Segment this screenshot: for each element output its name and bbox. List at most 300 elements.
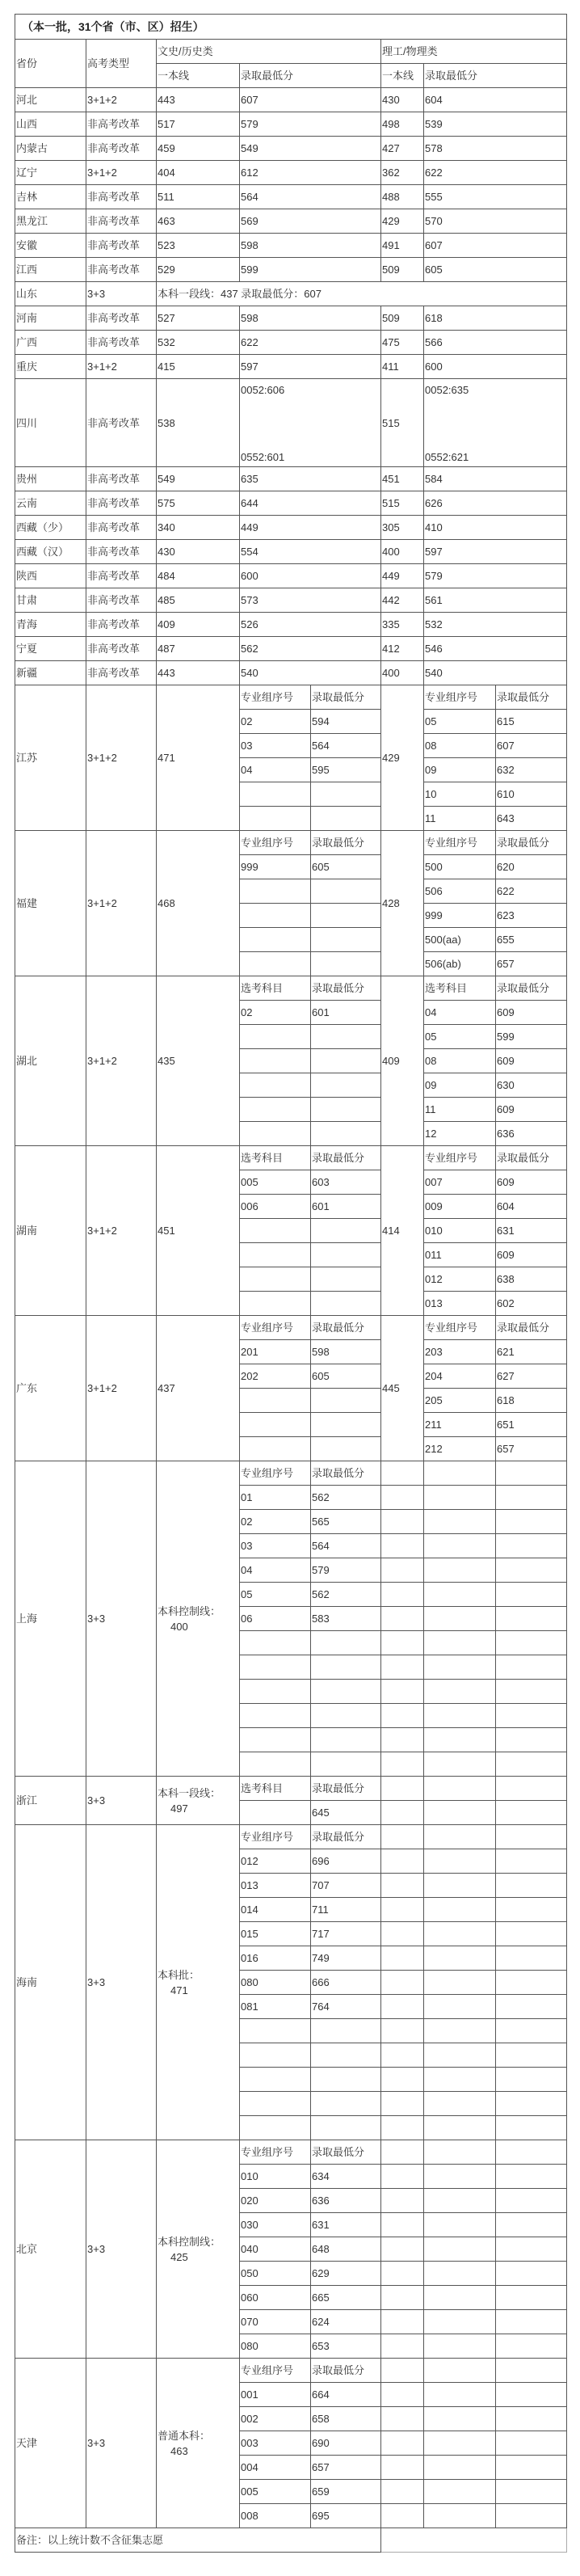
empty-cell bbox=[381, 1971, 424, 1995]
science-min-cell: 584 bbox=[424, 467, 567, 491]
arts-group-code: 001 bbox=[240, 2383, 311, 2407]
province-cell: 宁夏 bbox=[15, 637, 86, 661]
exam-type-cell: 3+3 bbox=[86, 1825, 157, 2140]
arts-min-cell: 599 bbox=[240, 258, 381, 282]
empty-cell bbox=[496, 2043, 567, 2068]
arts-group-code: 060 bbox=[240, 2286, 311, 2310]
arts-min-cell: 564 bbox=[240, 185, 381, 209]
empty-cell bbox=[424, 2310, 496, 2334]
science-line-cell: 411 bbox=[381, 355, 424, 379]
empty-cell bbox=[496, 2383, 567, 2407]
arts-group-code bbox=[240, 1680, 311, 1704]
empty-cell bbox=[381, 2043, 424, 2068]
arts-group-min: 564 bbox=[311, 734, 381, 758]
arts-subheader-group: 选考科目 bbox=[240, 1777, 311, 1801]
empty-cell bbox=[424, 1995, 496, 2019]
arts-group-code: 040 bbox=[240, 2237, 311, 2262]
arts-group-code bbox=[240, 2019, 311, 2043]
arts-line-cell: 463 bbox=[157, 209, 240, 234]
empty-cell bbox=[381, 2480, 424, 2504]
arts-min-cell: 607 bbox=[240, 88, 381, 112]
arts-group-min: 564 bbox=[311, 1534, 381, 1558]
table-row bbox=[15, 258, 567, 282]
arts-group-min bbox=[311, 1728, 381, 1752]
empty-cell bbox=[424, 1558, 496, 1583]
empty-cell bbox=[381, 1898, 424, 1922]
province-cell: 河北 bbox=[15, 88, 86, 112]
science-line-cell: 400 bbox=[381, 540, 424, 564]
arts-group-min: 583 bbox=[311, 1607, 381, 1631]
arts-group-min: 749 bbox=[311, 1946, 381, 1971]
arts-min-cell: 598 bbox=[240, 306, 381, 331]
empty-cell bbox=[381, 1849, 424, 1874]
footer-row bbox=[15, 2528, 567, 2553]
arts-group-min bbox=[311, 1437, 381, 1461]
arts-group-min: 601 bbox=[311, 1195, 381, 1219]
arts-min-cell: 644 bbox=[240, 491, 381, 516]
exam-type-cell: 非高考改革 bbox=[86, 467, 157, 491]
exam-type-cell: 非高考改革 bbox=[86, 331, 157, 355]
control-line-cell bbox=[157, 2140, 240, 2359]
empty-cell bbox=[424, 2116, 496, 2140]
empty-cell bbox=[424, 2140, 496, 2165]
arts-group-code bbox=[240, 2068, 311, 2092]
science-group-code: 10 bbox=[424, 782, 496, 807]
table-row bbox=[15, 831, 567, 855]
empty-cell bbox=[381, 1583, 424, 1607]
table-row bbox=[15, 112, 567, 137]
arts-group-code: 080 bbox=[240, 2334, 311, 2359]
science-line-cell: 442 bbox=[381, 588, 424, 613]
arts-group-min: 658 bbox=[311, 2407, 381, 2431]
arts-group-code bbox=[240, 2116, 311, 2140]
arts-group-min bbox=[311, 1680, 381, 1704]
arts-subheader-min: 录取最低分 bbox=[311, 1825, 381, 1849]
arts-subheader-min: 录取最低分 bbox=[311, 2140, 381, 2165]
arts-subheader-group: 选考科目 bbox=[240, 1146, 311, 1170]
empty-cell bbox=[424, 1752, 496, 1777]
arts-subheader-group: 专业组序号 bbox=[240, 2359, 311, 2383]
science-line-cell: 451 bbox=[381, 467, 424, 491]
empty-cell bbox=[381, 2359, 424, 2383]
province-cell: 重庆 bbox=[15, 355, 86, 379]
table-row bbox=[15, 467, 567, 491]
arts-line-cell: 523 bbox=[157, 234, 240, 258]
province-cell: 海南 bbox=[15, 1825, 86, 2140]
science-group-min: 657 bbox=[496, 952, 567, 976]
science-min-cell: 618 bbox=[424, 306, 567, 331]
arts-group-code: 202 bbox=[240, 1364, 311, 1389]
arts-group-min: 634 bbox=[311, 2165, 381, 2189]
arts-group-min bbox=[311, 1098, 381, 1122]
arts-min-cell: 562 bbox=[240, 637, 381, 661]
empty-cell bbox=[496, 1971, 567, 1995]
science-group-code: 12 bbox=[424, 1122, 496, 1146]
arts-group-code: 04 bbox=[240, 1558, 311, 1583]
arts-min-cell: 598 bbox=[240, 234, 381, 258]
science-group-min: 618 bbox=[496, 1389, 567, 1413]
science-group-min: 607 bbox=[496, 734, 567, 758]
arts-group-code: 015 bbox=[240, 1922, 311, 1946]
table-row bbox=[15, 564, 567, 588]
empty-cell bbox=[424, 1777, 496, 1801]
exam-type-cell: 3+3 bbox=[86, 282, 157, 306]
arts-group-min: 636 bbox=[311, 2189, 381, 2213]
science-min-cell: 600 bbox=[424, 355, 567, 379]
arts-subheader-min: 录取最低分 bbox=[311, 685, 381, 710]
arts-group-code: 010 bbox=[240, 2165, 311, 2189]
empty-cell bbox=[424, 2383, 496, 2407]
arts-group-code: 002 bbox=[240, 2407, 311, 2431]
arts-group-code bbox=[240, 807, 311, 831]
arts-group-code: 016 bbox=[240, 1946, 311, 1971]
table-row bbox=[15, 185, 567, 209]
science-group-code: 205 bbox=[424, 1389, 496, 1413]
exam-type-cell: 3+1+2 bbox=[86, 88, 157, 112]
science-group-code: 506 bbox=[424, 879, 496, 904]
science-subheader-min: 录取最低分 bbox=[496, 1316, 567, 1340]
arts-group-min: 579 bbox=[311, 1558, 381, 1583]
table-row bbox=[15, 661, 567, 685]
arts-group-min: 696 bbox=[311, 1849, 381, 1874]
science-line-cell: 498 bbox=[381, 112, 424, 137]
empty-cell bbox=[496, 2262, 567, 2286]
empty-cell bbox=[424, 1874, 496, 1898]
arts-group-code: 050 bbox=[240, 2262, 311, 2286]
empty-cell bbox=[424, 1946, 496, 1971]
empty-cell bbox=[381, 1922, 424, 1946]
table-row bbox=[15, 2359, 567, 2383]
empty-cell bbox=[381, 2237, 424, 2262]
empty-cell bbox=[381, 1728, 424, 1752]
table-row bbox=[15, 613, 567, 637]
admission-score-table bbox=[15, 14, 567, 2553]
science-group-min: 609 bbox=[496, 1098, 567, 1122]
science-subheader-min: 录取最低分 bbox=[496, 1146, 567, 1170]
province-cell: 江苏 bbox=[15, 685, 86, 831]
arts-group-min bbox=[311, 2019, 381, 2043]
arts-group-code bbox=[240, 1801, 311, 1825]
empty-cell bbox=[381, 1995, 424, 2019]
exam-type-cell: 3+1+2 bbox=[86, 685, 157, 831]
empty-cell bbox=[496, 2068, 567, 2092]
arts-group-min bbox=[311, 952, 381, 976]
empty-cell bbox=[496, 2286, 567, 2310]
science-group-min: 657 bbox=[496, 1437, 567, 1461]
science-min-cell: 597 bbox=[424, 540, 567, 564]
table-row bbox=[15, 516, 567, 540]
science-line-cell: 428 bbox=[381, 831, 424, 976]
science-min-cell: 622 bbox=[424, 161, 567, 185]
table-row bbox=[15, 355, 567, 379]
arts-subheader-group: 专业组序号 bbox=[240, 685, 311, 710]
arts-min-cell: 635 bbox=[240, 467, 381, 491]
arts-group-code: 02 bbox=[240, 1510, 311, 1534]
empty-cell bbox=[381, 2334, 424, 2359]
empty-cell bbox=[496, 2359, 567, 2383]
science-group-code: 012 bbox=[424, 1267, 496, 1292]
arts-group-min bbox=[311, 1219, 381, 1243]
arts-group-code: 070 bbox=[240, 2310, 311, 2334]
science-line-cell: 400 bbox=[381, 661, 424, 685]
science-group-code: 009 bbox=[424, 1195, 496, 1219]
arts-min-cell: 569 bbox=[240, 209, 381, 234]
science-group-code: 09 bbox=[424, 1073, 496, 1098]
science-group-code: 500(aa) bbox=[424, 928, 496, 952]
science-min-cell: 410 bbox=[424, 516, 567, 540]
arts-group-min: 707 bbox=[311, 1874, 381, 1898]
science-line-cell: 429 bbox=[381, 209, 424, 234]
science-group-min: 623 bbox=[496, 904, 567, 928]
empty-cell bbox=[496, 1898, 567, 1922]
arts-group-min bbox=[311, 1631, 381, 1655]
arts-group-min: 624 bbox=[311, 2310, 381, 2334]
arts-group-min: 601 bbox=[311, 1001, 381, 1025]
science-subheader-group: 选考科目 bbox=[424, 976, 496, 1001]
arts-group-min: 605 bbox=[311, 855, 381, 879]
arts-group-min: 659 bbox=[311, 2480, 381, 2504]
arts-group-code: 030 bbox=[240, 2213, 311, 2237]
empty-cell bbox=[496, 2116, 567, 2140]
science-group-code: 09 bbox=[424, 758, 496, 782]
arts-group-code: 013 bbox=[240, 1874, 311, 1898]
arts-line-cell: 409 bbox=[157, 613, 240, 637]
control-line-label: 普通本科： bbox=[158, 2429, 211, 2442]
arts-min-cell: 600 bbox=[240, 564, 381, 588]
exam-type-cell: 非高考改革 bbox=[86, 540, 157, 564]
arts-line-cell: 549 bbox=[157, 467, 240, 491]
header-science-line: 一本线 bbox=[381, 64, 424, 88]
arts-group-code: 008 bbox=[240, 2504, 311, 2528]
empty-cell bbox=[496, 1801, 567, 1825]
arts-subheader-min: 录取最低分 bbox=[311, 1777, 381, 1801]
table-row bbox=[15, 161, 567, 185]
science-min-cell: 566 bbox=[424, 331, 567, 355]
empty-cell bbox=[381, 2213, 424, 2237]
header-arts-min: 录取最低分 bbox=[240, 64, 381, 88]
science-subheader-group: 专业组序号 bbox=[424, 831, 496, 855]
control-line-cell bbox=[157, 1777, 240, 1825]
arts-group-code bbox=[240, 2043, 311, 2068]
empty-cell bbox=[424, 2456, 496, 2480]
empty-cell bbox=[381, 1631, 424, 1655]
empty-cell bbox=[381, 2431, 424, 2456]
province-cell: 山西 bbox=[15, 112, 86, 137]
empty-cell bbox=[381, 2310, 424, 2334]
science-group-min: 609 bbox=[496, 1049, 567, 1073]
arts-group-min: 595 bbox=[311, 758, 381, 782]
empty-cell bbox=[496, 1874, 567, 1898]
arts-line-cell: 459 bbox=[157, 137, 240, 161]
science-min-cell: 626 bbox=[424, 491, 567, 516]
science-min-cell: 605 bbox=[424, 258, 567, 282]
science-min-cell: 607 bbox=[424, 234, 567, 258]
exam-type-cell: 非高考改革 bbox=[86, 564, 157, 588]
arts-line-cell: 485 bbox=[157, 588, 240, 613]
table-row bbox=[15, 379, 567, 467]
empty-cell bbox=[381, 2092, 424, 2116]
province-cell: 云南 bbox=[15, 491, 86, 516]
empty-cell bbox=[424, 1922, 496, 1946]
science-group-min: 638 bbox=[496, 1267, 567, 1292]
arts-group-code: 014 bbox=[240, 1898, 311, 1922]
empty-cell bbox=[381, 2189, 424, 2213]
arts-group-min bbox=[311, 1122, 381, 1146]
province-cell: 西藏（少） bbox=[15, 516, 86, 540]
exam-type-cell: 非高考改革 bbox=[86, 209, 157, 234]
arts-group-min: 631 bbox=[311, 2213, 381, 2237]
arts-group-code: 004 bbox=[240, 2456, 311, 2480]
arts-group-min bbox=[311, 1389, 381, 1413]
science-group-min: 632 bbox=[496, 758, 567, 782]
empty-cell bbox=[496, 1704, 567, 1728]
empty-cell bbox=[496, 1486, 567, 1510]
empty-cell bbox=[381, 2456, 424, 2480]
empty-cell bbox=[381, 1801, 424, 1825]
science-subheader-group: 专业组序号 bbox=[424, 1146, 496, 1170]
arts-subheader-group: 选考科目 bbox=[240, 976, 311, 1001]
exam-type-cell: 3+1+2 bbox=[86, 831, 157, 976]
science-line-cell: 409 bbox=[381, 976, 424, 1146]
science-min-cell: 539 bbox=[424, 112, 567, 137]
arts-subheader-min: 录取最低分 bbox=[311, 1461, 381, 1486]
arts-line-cell: 517 bbox=[157, 112, 240, 137]
header-science: 理工/物理类 bbox=[381, 40, 567, 64]
arts-group-code: 04 bbox=[240, 758, 311, 782]
science-min-value: 0552:621 bbox=[425, 451, 469, 463]
arts-group-min: 664 bbox=[311, 2383, 381, 2407]
empty-cell bbox=[424, 2286, 496, 2310]
empty-cell bbox=[496, 2310, 567, 2334]
arts-line-cell: 443 bbox=[157, 661, 240, 685]
arts-subheader-group: 专业组序号 bbox=[240, 831, 311, 855]
arts-group-code bbox=[240, 1752, 311, 1777]
exam-type-cell: 非高考改革 bbox=[86, 491, 157, 516]
science-group-min: 636 bbox=[496, 1122, 567, 1146]
arts-line-cell: 532 bbox=[157, 331, 240, 355]
empty-cell bbox=[496, 1922, 567, 1946]
arts-group-min: 764 bbox=[311, 1995, 381, 2019]
empty-cell bbox=[496, 1607, 567, 1631]
empty-cell bbox=[496, 2019, 567, 2043]
control-line-value: 497 bbox=[170, 1802, 188, 1815]
exam-type-cell: 非高考改革 bbox=[86, 137, 157, 161]
empty-cell bbox=[496, 1728, 567, 1752]
exam-type-cell: 非高考改革 bbox=[86, 637, 157, 661]
arts-line-cell: 415 bbox=[157, 355, 240, 379]
empty-cell bbox=[381, 1680, 424, 1704]
empty-cell bbox=[381, 1752, 424, 1777]
arts-group-code bbox=[240, 1631, 311, 1655]
arts-group-code: 201 bbox=[240, 1340, 311, 1364]
science-group-min: 604 bbox=[496, 1195, 567, 1219]
arts-min-cell bbox=[240, 379, 381, 467]
exam-type-cell: 3+1+2 bbox=[86, 161, 157, 185]
arts-subheader-min: 录取最低分 bbox=[311, 831, 381, 855]
arts-line-cell: 487 bbox=[157, 637, 240, 661]
empty-cell bbox=[424, 2092, 496, 2116]
science-line-cell: 509 bbox=[381, 306, 424, 331]
empty-cell bbox=[424, 2068, 496, 2092]
province-cell: 广东 bbox=[15, 1316, 86, 1461]
science-line-cell: 427 bbox=[381, 137, 424, 161]
province-cell: 安徽 bbox=[15, 234, 86, 258]
province-cell: 贵州 bbox=[15, 467, 86, 491]
arts-group-min: 653 bbox=[311, 2334, 381, 2359]
science-line-cell: 491 bbox=[381, 234, 424, 258]
table-row bbox=[15, 637, 567, 661]
empty-cell bbox=[496, 2407, 567, 2431]
province-cell: 浙江 bbox=[15, 1777, 86, 1825]
arts-group-code bbox=[240, 1049, 311, 1073]
arts-group-min: 562 bbox=[311, 1486, 381, 1510]
table-row bbox=[15, 540, 567, 564]
science-min-cell: 604 bbox=[424, 88, 567, 112]
science-group-code: 013 bbox=[424, 1292, 496, 1316]
arts-line-cell: 404 bbox=[157, 161, 240, 185]
arts-group-min bbox=[311, 2092, 381, 2116]
exam-type-cell: 非高考改革 bbox=[86, 234, 157, 258]
province-cell: 新疆 bbox=[15, 661, 86, 685]
arts-line-cell: 511 bbox=[157, 185, 240, 209]
empty-cell bbox=[424, 1971, 496, 1995]
science-line-cell: 429 bbox=[381, 685, 424, 831]
science-line-cell: 430 bbox=[381, 88, 424, 112]
arts-group-code: 06 bbox=[240, 1607, 311, 1631]
arts-group-code bbox=[240, 1437, 311, 1461]
science-group-code: 11 bbox=[424, 1098, 496, 1122]
science-group-min: 609 bbox=[496, 1243, 567, 1267]
footer-empty-cell bbox=[381, 2528, 567, 2553]
arts-group-min bbox=[311, 2116, 381, 2140]
empty-cell bbox=[496, 2213, 567, 2237]
empty-cell bbox=[424, 2431, 496, 2456]
science-min-cell bbox=[424, 379, 567, 467]
empty-cell bbox=[424, 2213, 496, 2237]
science-group-min: 609 bbox=[496, 1170, 567, 1195]
science-min-cell: 561 bbox=[424, 588, 567, 613]
empty-cell bbox=[496, 2165, 567, 2189]
arts-min-cell: 622 bbox=[240, 331, 381, 355]
table-row bbox=[15, 1461, 567, 1486]
empty-cell bbox=[496, 1461, 567, 1486]
arts-group-code: 006 bbox=[240, 1195, 311, 1219]
science-group-min: 620 bbox=[496, 855, 567, 879]
province-cell: 广西 bbox=[15, 331, 86, 355]
arts-group-code bbox=[240, 1389, 311, 1413]
province-cell: 湖北 bbox=[15, 976, 86, 1146]
table-row bbox=[15, 1316, 567, 1340]
arts-group-code: 005 bbox=[240, 1170, 311, 1195]
science-group-min: 610 bbox=[496, 782, 567, 807]
empty-cell bbox=[496, 2456, 567, 2480]
arts-group-min: 665 bbox=[311, 2286, 381, 2310]
arts-group-min bbox=[311, 1413, 381, 1437]
arts-min-cell: 554 bbox=[240, 540, 381, 564]
science-group-code: 203 bbox=[424, 1340, 496, 1364]
arts-group-min: 690 bbox=[311, 2431, 381, 2456]
science-subheader-min: 录取最低分 bbox=[496, 831, 567, 855]
province-cell: 山东 bbox=[15, 282, 86, 306]
arts-group-code bbox=[240, 2092, 311, 2116]
table-row bbox=[15, 588, 567, 613]
table-row bbox=[15, 491, 567, 516]
arts-group-min: 565 bbox=[311, 1510, 381, 1534]
table-row bbox=[15, 88, 567, 112]
science-subheader-group: 专业组序号 bbox=[424, 1316, 496, 1340]
table-row bbox=[15, 137, 567, 161]
arts-line-cell: 468 bbox=[157, 831, 240, 976]
